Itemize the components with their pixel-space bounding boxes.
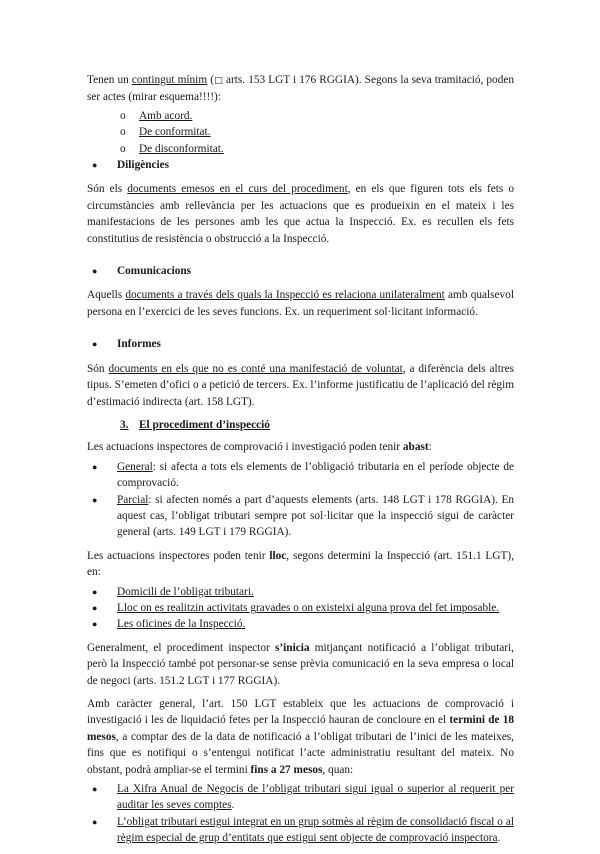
heading-comunicacions: ● Comunicacions (89, 263, 514, 279)
list-item: ● L’obligat tributari estigui integrat en un grup sotmès al règim de consolidació fiscal o al règim especial de grup d’entitats que estigui sent objecte de comprovació inspectora. (89, 814, 514, 847)
bullet-icon: ● (92, 784, 98, 795)
bullet-icon: ● (92, 461, 98, 472)
list-item: ● Parcial: si afecten només a part d’aquests elements (arts. 148 LGT i 178 RGGIA). En aquest cas, l’obligat tributari sempre pot sol·licitar que la inspecció sigui de caràcter general (arts. 149 LGT i 179 RGGIA). (89, 492, 514, 541)
abast-list (89, 459, 514, 541)
paragraph-lloc: Les actuacions inspectores poden tenir lloc, segons determini la Inspecció (art. 151.1 LGT), en: (87, 549, 514, 579)
lloc-list (89, 584, 514, 633)
list-item: ● General: si afecta a tots els elements de l’obligació tributaria en el període objecte de comprovació. (89, 459, 514, 492)
list-item: o De disconformitat. (120, 142, 224, 155)
missing-glyph-icon: □ (213, 76, 223, 86)
underlined-term: contingut mínim (131, 74, 208, 86)
list-item: ● Les oficines de la Inspecció. (89, 616, 514, 632)
list-item: ● Lloc on es realitzin activitats gravades o on existeixi alguna prova del fet imposable. (89, 600, 514, 616)
bullet-icon: ● (92, 602, 98, 613)
heading-informes: ● Informes (89, 336, 514, 352)
paragraph-inici: Generalment, el procediment inspector s’inicia mitjançant notificació a l’obligat tributari, però la Inspecció també pot personar-se sense prèvia comunicació en la seva empresa o local de negoci (arts. 151.2 LGT i 177 RGGIA). (87, 641, 514, 687)
paragraph-diligencies: Són els documents emesos en el curs del procediment, en els que figuren tots els fets o circumstàncies amb rellevància per les actuacions que es produeixin en el mateix i les manifestacions de les persones amb les que actua la Inspecció. Ex. es recullen els fets constitutius de resistència o obstrucció a la Inspecció. (87, 183, 514, 245)
paragraph-abast: Les actuacions inspectores de comprovació i investigació poden tenir abast: (87, 441, 432, 454)
heading-diligencies: ● Diligències (89, 157, 514, 173)
list-item: ● Domicili de l’obligat tributari. (89, 584, 514, 600)
paragraph-informes: Són documents en els que no es conté una manifestació de voluntat, a diferència dels altres tipus. S’emeten d’ofici o a petició de tercers. Ex. l’informe justificatiu de l’aplicació del règim d’estimació indirecta (art. 158 LGT). (87, 362, 515, 408)
list-item: ● La Xifra Anual de Negocis de l’obligat tributari sigui igual o superior al requerit per auditar les seves comptes. (89, 781, 514, 814)
bullet-icon: ● (92, 339, 98, 350)
list-item: o De conformitat. (120, 126, 211, 139)
list-item: o Amb acord. (120, 109, 193, 122)
bullet-icon: ● (92, 160, 98, 171)
paragraph-termini: Amb caràcter general, l’art. 150 LGT estableix que les actuacions de comprovació i investigació i les de liquidació fetes per la Inspecció hauran de concloure en el termini de 18 mesos, a comptar des de la data de notificació a l’obligat tributari de l’inici de les mateixes, fins que es notifiqui o s’entengui notificat l’acte administratiu resultant del mateix. No obstant, podrà ampliar-se el termini fins a 27 mesos, quan: (87, 698, 514, 776)
bullet-icon: ● (92, 494, 98, 505)
bullet-icon: ● (92, 266, 98, 277)
paragraph-comunicacions: Aquells documents a través dels quals la Inspecció es relaciona unilateralment amb qualsevol persona en l’exercici de les seves funcions. Ex. un requeriment sol·licitant informació. (87, 289, 514, 318)
paragraph-contingut: Tenen un contingut mínim (□ arts. 153 LGT i 176 RGGIA). Segons la seva tramitació, poden ser actes (mirar esquema!!!!): (87, 74, 515, 104)
acts-list (120, 108, 514, 157)
bullet-icon: ● (92, 619, 98, 630)
document-page (87, 72, 514, 854)
section-heading-3: 3. El procediment d’inspecció (120, 418, 270, 431)
termini-list (89, 781, 514, 847)
bullet-icon: ● (92, 586, 98, 597)
bullet-icon: ● (92, 816, 98, 827)
